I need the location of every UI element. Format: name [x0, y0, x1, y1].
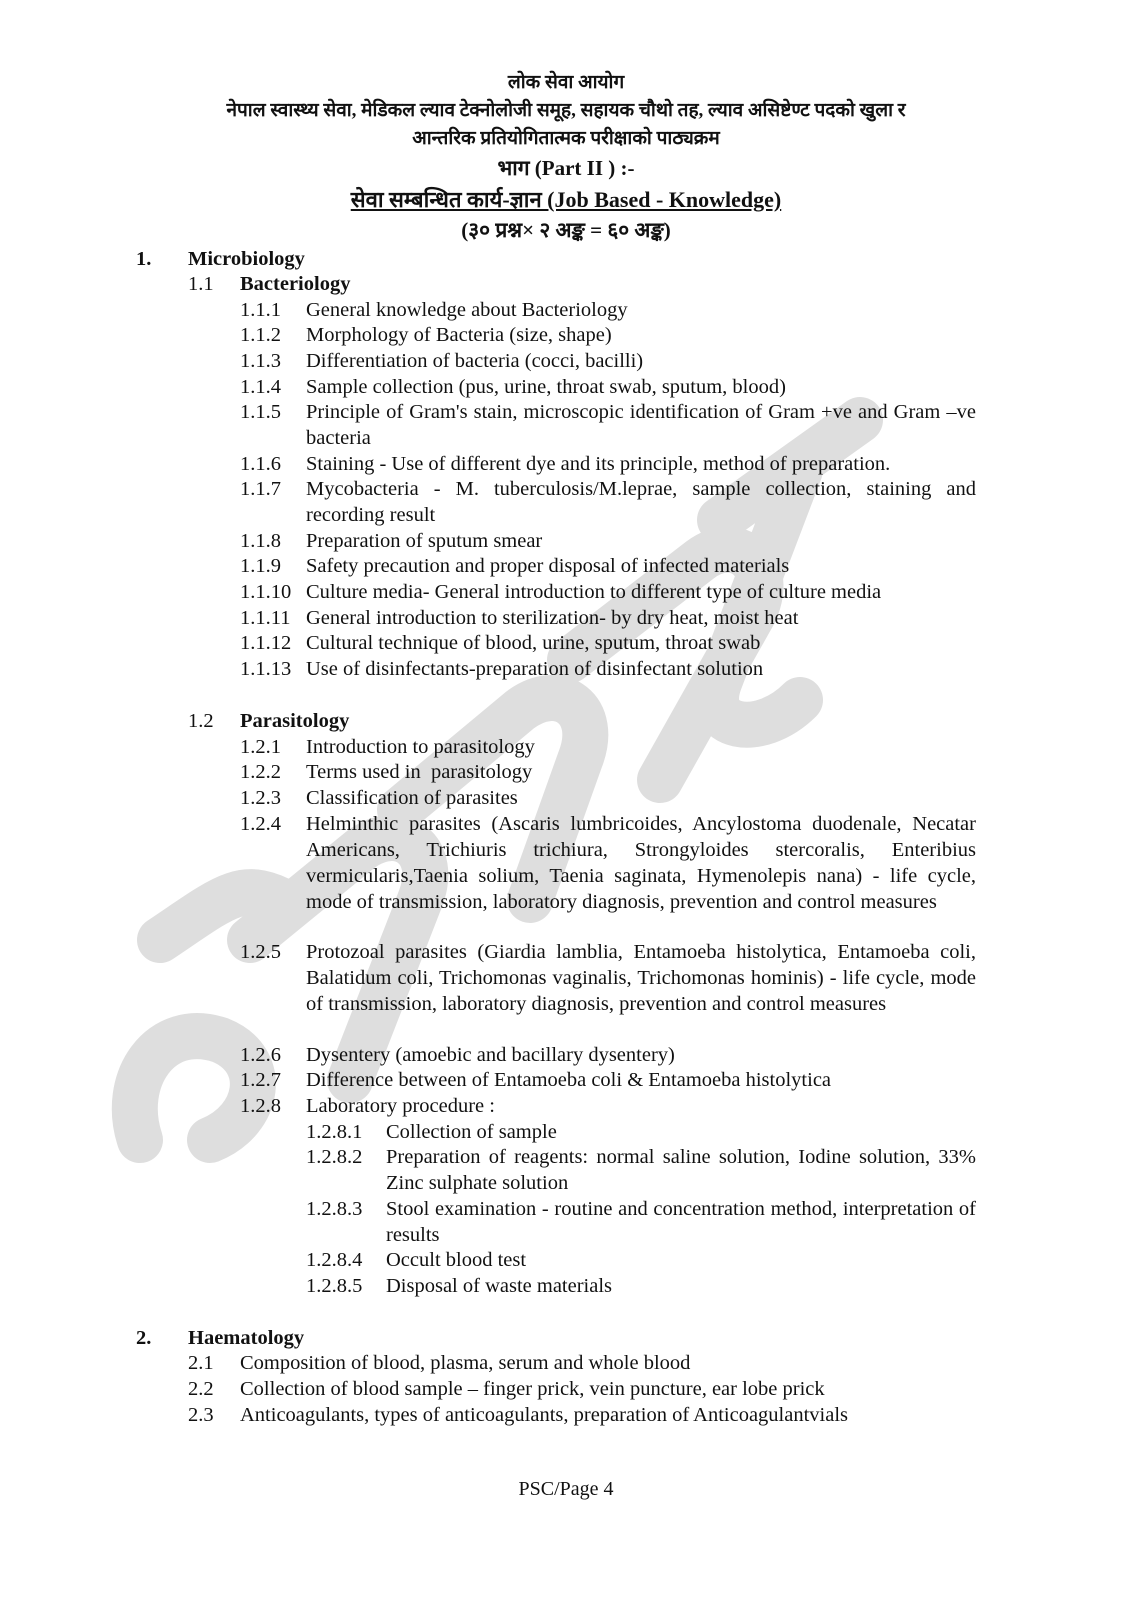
- item-text: Protozoal parasites (Giardia lamblia, Entamoeba histolytica, Entamoeba coli, Balatidum coli, Trichomonas vaginalis, Trichomonas hominis) - life cycle, mode of transmission, laboratory diagnosis, prevention and control measures: [306, 941, 976, 1015]
- item-number: 2.3: [188, 1404, 214, 1426]
- item-text: Collection of sample: [386, 1121, 557, 1143]
- item-text: Occult blood test: [386, 1249, 527, 1271]
- subsection-title: Bacteriology: [240, 273, 351, 295]
- item-text: Staining - Use of different dye and its principle, method of preparation.: [306, 453, 891, 475]
- item-text: Introduction to parasitology: [306, 736, 535, 758]
- item-number: 1.1.12: [240, 632, 292, 654]
- item-text: Composition of blood, plasma, serum and whole blood: [240, 1352, 691, 1374]
- header-service-description: नेपाल स्वास्थ्य सेवा, मेडिकल ल्याव टेक्नोलोजी समूह, सहायक चौथो तह, ल्याव असिष्टेण्ट पदको खुला र: [226, 100, 906, 121]
- item-number: 1.1.6: [240, 453, 281, 475]
- item-text: Helminthic parasites (Ascaris lumbricoides, Ancylostoma duodenale, Necatar Americans, Trichiuris trichiura, Strongyloides stercoralis, Enteribius vermicularis,Taenia solium, Taenia saginata, Hymenolepis nana) - life cycle, mode of transmission, laboratory diagnosis, prevention and control measures: [306, 813, 976, 913]
- item-text: Preparation of reagents: normal saline solution, Iodine solution, 33% Zinc sulphate solution: [386, 1146, 976, 1194]
- item-number: 1.2.7: [240, 1069, 281, 1091]
- header-marks: (३० प्रश्न× २ अङ्क = ६० अङ्क): [461, 218, 671, 242]
- item-text: Laboratory procedure :: [306, 1095, 495, 1117]
- header-syllabus-title: आन्तरिक प्रतियोगितात्मक परीक्षाको पाठ्यक्रम: [412, 128, 720, 149]
- item-number: 1.1.9: [240, 555, 281, 577]
- item-text: Difference between of Entamoeba coli & Entamoeba histolytica: [306, 1069, 832, 1091]
- header-section-title: सेवा सम्बन्धित कार्य-ज्ञान (Job Based - Knowledge): [350, 187, 782, 212]
- item-number: 1.1.5: [240, 401, 281, 423]
- section-title: Haematology: [188, 1327, 305, 1349]
- item-number: 1.2.8.3: [306, 1198, 363, 1220]
- item-number: 2.1: [188, 1352, 214, 1374]
- page-footer: PSC/Page 4: [518, 1478, 614, 1500]
- item-text: Stool examination - routine and concentration method, interpretation of results: [386, 1198, 976, 1246]
- item-number: 1.1.4: [240, 376, 281, 398]
- item-text: General knowledge about Bacteriology: [306, 299, 628, 321]
- item-text: Principle of Gram's stain, microscopic identification of Gram +ve and Gram –ve bacteria: [306, 401, 976, 449]
- subsection-title: Parasitology: [240, 710, 350, 732]
- item-text: General introduction to sterilization- by dry heat, moist heat: [306, 607, 799, 629]
- item-number: 1.2.8.5: [306, 1275, 363, 1297]
- item-number: 1.2.5: [240, 941, 281, 963]
- item-text: Differentiation of bacteria (cocci, bacilli): [306, 350, 644, 372]
- section-number: 2.: [136, 1327, 152, 1349]
- subsection-number: 1.2: [188, 710, 214, 732]
- section-title: Microbiology: [188, 248, 305, 270]
- section-number: 1.: [136, 248, 152, 270]
- item-text: Disposal of waste materials: [386, 1275, 613, 1297]
- item-text: Mycobacteria - M. tuberculosis/M.leprae, sample collection, staining and recording result: [306, 478, 976, 526]
- item-text: Preparation of sputum smear: [306, 530, 543, 552]
- item-number: 1.1.7: [240, 478, 281, 500]
- item-text: Culture media- General introduction to different type of culture media: [306, 581, 882, 603]
- item-number: 1.2.3: [240, 787, 281, 809]
- item-number: 1.2.1: [240, 736, 281, 758]
- item-number: 1.1.8: [240, 530, 281, 552]
- item-text: Classification of parasites: [306, 787, 518, 809]
- item-number: 2.2: [188, 1378, 214, 1400]
- item-text: Terms used in parasitology: [306, 761, 533, 783]
- item-number: 1.2.8.1: [306, 1121, 363, 1143]
- item-number: 1.1.3: [240, 350, 281, 372]
- item-number: 1.1.11: [240, 607, 291, 629]
- header-commission-name: लोक सेवा आयोग: [507, 72, 625, 93]
- item-text: Sample collection (pus, urine, throat swab, sputum, blood): [306, 376, 786, 398]
- header-part: भाग (Part II ) :-: [497, 156, 635, 180]
- item-number: 1.1.2: [240, 324, 281, 346]
- item-number: 1.2.8.2: [306, 1146, 363, 1168]
- item-number: 1.1.1: [240, 299, 281, 321]
- item-number: 1.2.8: [240, 1095, 281, 1117]
- item-text: Collection of blood sample – finger prick, vein puncture, ear lobe prick: [240, 1378, 825, 1400]
- item-number: 1.2.6: [240, 1044, 281, 1066]
- item-number: 1.1.10: [240, 581, 292, 603]
- item-text: Safety precaution and proper disposal of infected materials: [306, 555, 790, 577]
- item-number: 1.2.8.4: [306, 1249, 363, 1271]
- item-text: Morphology of Bacteria (size, shape): [306, 324, 612, 346]
- item-text: Dysentery (amoebic and bacillary dysentery): [306, 1044, 675, 1066]
- subsection-number: 1.1: [188, 273, 214, 295]
- item-number: 1.2.4: [240, 813, 281, 835]
- item-number: 1.1.13: [240, 658, 292, 680]
- item-number: 1.2.2: [240, 761, 281, 783]
- item-text: Cultural technique of blood, urine, sputum, throat swab: [306, 632, 761, 654]
- item-text: Use of disinfectants-preparation of disinfectant solution: [306, 658, 764, 680]
- item-text: Anticoagulants, types of anticoagulants, preparation of Anticoagulantvials: [240, 1404, 849, 1426]
